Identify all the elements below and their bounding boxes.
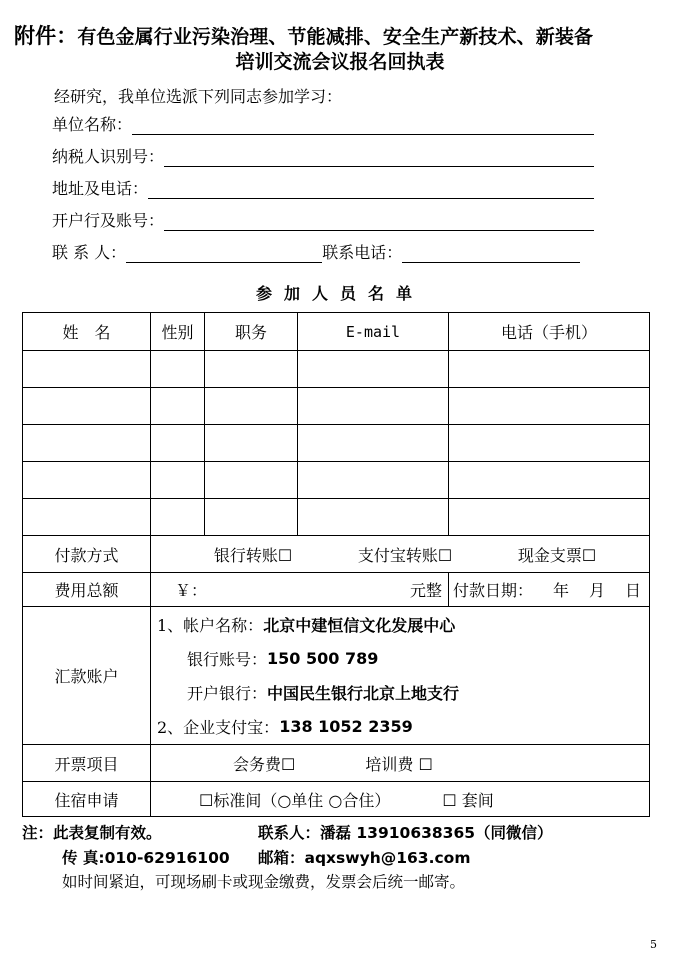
conference-fee-checkbox[interactable]: 会务费☐ <box>233 754 296 774</box>
note-contact: 联系人：潘磊 13910638365（同微信） <box>258 824 553 842</box>
lodging-request-row <box>23 782 650 817</box>
table-row <box>23 351 650 388</box>
table-row <box>23 499 650 536</box>
position-cell[interactable] <box>205 351 298 388</box>
unit-field-row <box>52 113 594 135</box>
alipay-transfer-checkbox[interactable]: 支付宝转账☐ <box>357 545 453 565</box>
note-fax: 传 真:010-62916100 <box>62 849 230 867</box>
registration-table <box>22 312 650 817</box>
currency-symbol: ￥： <box>175 581 208 600</box>
contact-field-row <box>52 241 580 263</box>
phone-cell[interactable] <box>449 388 650 425</box>
page-number: 5 <box>650 938 657 951</box>
position-cell[interactable] <box>205 499 298 536</box>
gender-cell[interactable] <box>151 425 205 462</box>
title-lead: 附件： <box>14 24 78 48</box>
account-name-line <box>157 608 649 642</box>
gender-cell[interactable] <box>151 499 205 536</box>
name-cell[interactable] <box>23 388 151 425</box>
invoice-item-label: 开票项目 <box>23 745 151 782</box>
name-cell[interactable] <box>23 351 151 388</box>
remittance-account-row <box>23 607 650 745</box>
email-cell[interactable] <box>298 425 449 462</box>
lodging-request-label: 住宿申请 <box>23 782 151 817</box>
date-day: 日 <box>624 581 641 600</box>
phone-cell[interactable] <box>449 462 650 499</box>
document-title <box>14 20 674 50</box>
title-line1: 有色金属行业污染治理、节能减排、安全生产新技术、新装备 <box>77 26 594 48</box>
remittance-account-label: 汇款账户 <box>23 607 151 745</box>
training-fee-checkbox[interactable]: 培训费 ☐ <box>365 754 433 774</box>
account-number-value: 150 500 789 <box>267 649 379 668</box>
contact-blank[interactable] <box>126 246 322 263</box>
bank-label: 开户行及账号： <box>52 211 165 230</box>
fee-amount-cell[interactable] <box>151 573 449 607</box>
gender-cell[interactable] <box>151 351 205 388</box>
email-cell[interactable] <box>298 499 449 536</box>
tax-id-label: 纳税人识别号： <box>52 147 165 166</box>
bank-transfer-checkbox[interactable]: 银行转账☐ <box>213 545 293 565</box>
header-phone: 电话（手机） <box>449 313 650 351</box>
section-title: 参加人员名单 <box>255 284 424 303</box>
intro-text: 经研究，我单位选派下列同志参加学习： <box>54 87 343 106</box>
address-label: 地址及电话： <box>52 179 149 198</box>
tax-id-blank[interactable] <box>164 150 594 167</box>
unit-blank[interactable] <box>132 118 594 135</box>
address-blank[interactable] <box>148 182 594 199</box>
document-subtitle: 培训交流会议报名回执表 <box>235 51 445 73</box>
payment-method-label: 付款方式 <box>23 536 151 573</box>
tax-id-field-row <box>52 145 594 167</box>
phone-cell[interactable] <box>449 499 650 536</box>
table-row <box>23 462 650 499</box>
bank-blank[interactable] <box>164 214 594 231</box>
gender-cell[interactable] <box>151 462 205 499</box>
account-name-label: 1、帐户名称： <box>157 616 264 635</box>
account-name-value: 北京中建恒信文化发展中心 <box>263 616 456 635</box>
date-year: 年 <box>552 581 569 600</box>
suite-checkbox[interactable]: ☐ 套间 <box>442 790 494 810</box>
position-cell[interactable] <box>205 425 298 462</box>
note-copy-valid: 注：此表复制有效。 <box>22 824 162 842</box>
bank-name-line <box>157 676 649 710</box>
bank-name-value: 中国民生银行北京上地支行 <box>267 684 460 703</box>
lodging-request-options <box>151 782 650 817</box>
phone-cell[interactable] <box>449 425 650 462</box>
invoice-item-options <box>151 745 650 782</box>
payment-method-row <box>23 536 650 573</box>
contact-label: 联 系 人： <box>52 243 127 262</box>
remittance-account-details <box>151 607 650 745</box>
position-cell[interactable] <box>205 462 298 499</box>
standard-room-checkbox[interactable]: ☐标准间（○单住 ○合住） <box>199 790 391 810</box>
phone-cell[interactable] <box>449 351 650 388</box>
table-row <box>23 388 650 425</box>
alipay-line <box>157 710 649 744</box>
fee-total-row <box>23 573 650 607</box>
amount-unit: 元整 <box>409 581 442 600</box>
payment-date-label: 付款日期： <box>453 581 534 600</box>
account-number-label: 银行账号： <box>187 650 268 669</box>
header-name: 姓 名 <box>23 313 151 351</box>
alipay-value: 138 1052 2359 <box>279 717 413 736</box>
phone-blank[interactable] <box>402 246 580 263</box>
alipay-label: 2、企业支付宝： <box>157 718 280 737</box>
email-cell[interactable] <box>298 351 449 388</box>
email-cell[interactable] <box>298 388 449 425</box>
table-row <box>23 425 650 462</box>
bank-name-label: 开户银行： <box>187 684 268 703</box>
account-number-line <box>157 642 649 676</box>
date-month: 月 <box>588 581 605 600</box>
gender-cell[interactable] <box>151 388 205 425</box>
invoice-item-row <box>23 745 650 782</box>
payment-method-options <box>151 536 650 573</box>
fee-total-label: 费用总额 <box>23 573 151 607</box>
position-cell[interactable] <box>205 388 298 425</box>
cash-check-checkbox[interactable]: 现金支票☐ <box>517 545 597 565</box>
header-gender: 性别 <box>151 313 205 351</box>
name-cell[interactable] <box>23 499 151 536</box>
header-email: E-mail <box>298 313 449 351</box>
unit-label: 单位名称： <box>52 115 133 134</box>
name-cell[interactable] <box>23 425 151 462</box>
address-field-row <box>52 177 594 199</box>
phone-label: 联系电话： <box>322 243 403 262</box>
table-header-row <box>23 313 650 351</box>
header-position: 职务 <box>205 313 298 351</box>
name-cell[interactable] <box>23 462 151 499</box>
email-cell[interactable] <box>298 462 449 499</box>
note-tip: 如时间紧迫，可现场刷卡或现金缴费，发票会后统一邮寄。 <box>62 873 466 891</box>
bank-field-row <box>52 209 594 231</box>
note-email: 邮箱：aqxswyh@163.com <box>258 849 471 867</box>
payment-date-cell[interactable] <box>449 573 650 607</box>
